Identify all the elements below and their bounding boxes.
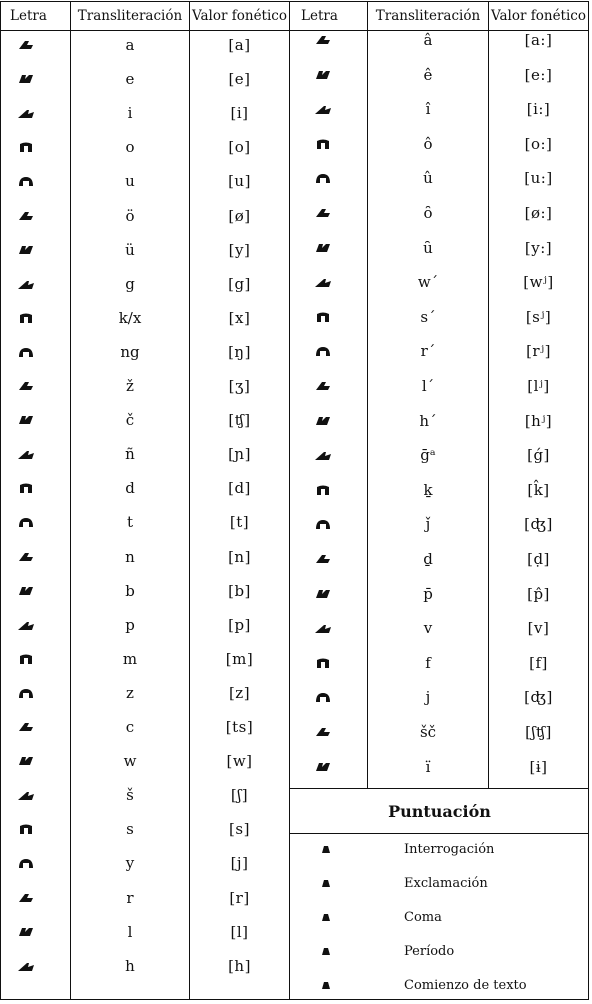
transliteration-cell: g	[125, 274, 135, 293]
script-letter-icon	[16, 447, 36, 461]
phonetic-cell: [o]	[228, 138, 251, 157]
phonetic-cell: [w]	[226, 752, 253, 771]
script-letter-icon	[313, 310, 333, 324]
phonetic-cell: [e:]	[524, 65, 553, 84]
script-letter-icon	[16, 515, 36, 529]
phonetic-cell: [n]	[228, 547, 251, 566]
script-letter-icon	[313, 137, 333, 151]
transliteration-cell: ȗ	[423, 238, 433, 257]
script-letter-icon	[313, 275, 333, 289]
phonetic-cell: [o:]	[524, 134, 553, 153]
phonetic-cell: [e]	[228, 70, 251, 89]
transliteration-cell: o	[125, 138, 135, 157]
transliteration-cell: d	[125, 479, 135, 498]
punctuation-label: Coma	[404, 909, 442, 925]
script-letter-icon	[16, 891, 36, 905]
transliteration-cell: w	[123, 752, 137, 771]
phonetic-cell: [ʤ]	[524, 515, 553, 534]
script-letter-icon	[16, 618, 36, 632]
script-punct-icon	[316, 978, 336, 992]
transliteration-cell: l	[127, 922, 133, 941]
script-letter-icon	[16, 550, 36, 564]
transliteration-cell: f	[425, 653, 431, 672]
script-letter-icon	[313, 690, 333, 704]
script-letter-icon	[16, 754, 36, 768]
transliteration-cell: š	[126, 786, 134, 805]
transliteration-cell: ž	[126, 377, 134, 395]
transliteration-cell: î	[425, 100, 431, 119]
transliteration-cell: e	[125, 70, 135, 89]
script-letter-icon	[16, 140, 36, 154]
script-letter-icon	[313, 656, 333, 670]
transliteration-cell: a	[125, 36, 135, 54]
phonetic-cell: [ʒ]	[228, 377, 251, 395]
script-letter-icon	[313, 102, 333, 116]
phonetic-cell: [ø:]	[524, 204, 553, 222]
phonetic-cell: [x]	[228, 308, 251, 327]
transliteration-cell: p̄	[423, 584, 433, 603]
transliteration-cell: ö	[125, 206, 135, 225]
phonetic-cell: [p̂]	[527, 584, 550, 603]
transliteration-cell: c	[125, 718, 135, 736]
phonetic-cell: [y]	[228, 240, 251, 259]
transliteration-cell: ng	[120, 342, 140, 361]
transliteration-cell: ḡᵃ	[420, 446, 436, 465]
transliteration-cell: k/x	[118, 308, 142, 327]
transliteration-cell: ü	[125, 240, 135, 259]
transliteration-cell: h	[125, 956, 135, 975]
script-letter-icon	[16, 788, 36, 802]
script-letter-icon	[16, 345, 36, 359]
transliteration-cell: b	[125, 581, 135, 600]
phonetic-cell: [k̂]	[527, 480, 550, 499]
script-letter-icon	[16, 822, 36, 836]
script-letter-icon	[16, 481, 36, 495]
script-letter-icon	[16, 959, 36, 973]
script-letter-icon	[16, 584, 36, 598]
script-punct-icon	[316, 876, 336, 890]
phonetic-cell: [i]	[230, 104, 249, 123]
script-letter-icon	[313, 725, 333, 739]
transliteration-cell: u	[125, 172, 135, 191]
transliteration-cell: y	[125, 854, 135, 873]
script-letter-icon	[313, 587, 333, 601]
center-divider	[289, 1, 290, 1000]
script-punct-icon	[316, 910, 336, 924]
script-letter-icon	[16, 72, 36, 86]
script-letter-icon	[313, 171, 333, 185]
script-punct-icon	[316, 944, 336, 958]
header-letra: Letra	[10, 8, 47, 24]
transliteration-cell: w´	[417, 273, 439, 292]
punctuation-label: Período	[404, 943, 455, 959]
phonetic-cell: [m]	[225, 649, 254, 668]
script-letter-icon	[313, 621, 333, 635]
script-letter-icon	[16, 209, 36, 223]
transliteration-cell: ḏ	[423, 550, 433, 568]
script-letter-icon	[16, 720, 36, 734]
transliteration-cell: ê	[423, 65, 433, 84]
phonetic-cell: [ʧ]	[228, 411, 251, 430]
transliteration-cell: s	[126, 820, 134, 839]
script-letter-icon	[16, 174, 36, 188]
script-letter-icon	[16, 311, 36, 325]
script-letter-icon	[16, 277, 36, 291]
transliteration-cell: â	[423, 31, 433, 49]
transliteration-cell: p	[125, 615, 135, 634]
phonetic-cell: [ø]	[228, 206, 251, 225]
phonetic-cell: [a]	[228, 36, 251, 54]
script-letter-icon	[313, 760, 333, 774]
transliteration-cell: h´	[419, 411, 437, 430]
phonetic-cell: [f]	[529, 653, 548, 672]
phonetic-cell: [s]	[229, 820, 250, 839]
script-letter-icon	[16, 686, 36, 700]
phonetic-cell: [wʲ]	[523, 273, 554, 292]
script-letter-icon	[313, 206, 333, 220]
punctuation-title: Puntuación	[388, 802, 491, 821]
transliteration-cell: ï	[425, 757, 431, 776]
phonetic-cell: [sʲ]	[525, 307, 552, 326]
phonetic-cell: [l]	[230, 922, 249, 941]
transliteration-cell: l´	[421, 377, 435, 395]
script-letter-icon	[313, 379, 333, 393]
phonetic-cell: [ŋ]	[228, 342, 251, 361]
header-valor-fonetico: Valor fonético	[192, 8, 287, 24]
transliteration-cell: č	[125, 411, 135, 430]
transliteration-cell: û	[423, 169, 433, 188]
script-letter-icon	[16, 243, 36, 257]
script-letter-icon	[313, 483, 333, 497]
script-letter-icon	[16, 379, 36, 393]
header-valor-fonetico: Valor fonético	[491, 8, 586, 24]
transliteration-cell: ñ	[125, 445, 135, 464]
phonetic-cell: [ʃ]	[230, 786, 249, 805]
phonetic-cell: [d]	[228, 479, 251, 498]
phonetic-cell: [h]	[228, 956, 251, 975]
phonetic-cell: [ɨ]	[529, 757, 548, 776]
script-letter-icon	[16, 413, 36, 427]
transliteration-cell: j	[425, 688, 431, 707]
phonetic-cell: [rʲ]	[526, 342, 551, 361]
phonetic-cell: [ɲ]	[228, 445, 251, 464]
transliteration-cell: n	[125, 547, 135, 566]
phonetic-cell: [ʤ]	[524, 688, 553, 707]
phonetic-cell: [y:]	[524, 238, 553, 257]
header-transliteracion: Transliteración	[77, 8, 183, 24]
script-letter-icon	[313, 344, 333, 358]
phonetic-cell: [v]	[527, 619, 550, 638]
transliteration-cell: ǰ	[425, 515, 431, 534]
script-letter-icon	[313, 517, 333, 531]
script-letter-icon	[16, 106, 36, 120]
phonetic-cell: [z]	[228, 683, 251, 702]
phonetic-cell: [u:]	[524, 169, 553, 188]
punctuation-label: Exclamación	[404, 875, 488, 891]
header-transliteracion: Transliteración	[375, 8, 481, 24]
transliteration-cell: r´	[420, 342, 436, 361]
script-letter-icon	[313, 241, 333, 255]
transliteration-cell: z	[126, 683, 134, 702]
transliteration-cell: i	[127, 104, 133, 123]
phonetic-cell: [ts]	[225, 718, 254, 736]
transliteration-cell: s´	[420, 307, 436, 326]
transliteration-cell: ḵ	[423, 480, 433, 499]
phonetic-cell: [r]	[229, 888, 250, 907]
phonetic-cell: [j]	[230, 854, 249, 873]
transliteration-cell: t	[126, 513, 134, 532]
phonetic-cell: [ǵ]	[527, 446, 550, 465]
script-letter-icon	[313, 33, 333, 47]
phonetic-cell: [t]	[229, 513, 250, 532]
phonetic-cell: [ḍ]	[527, 550, 550, 568]
phonetic-cell: [i:]	[526, 100, 551, 119]
script-letter-icon	[313, 68, 333, 82]
transliteration-cell: ȏ	[423, 204, 433, 222]
phonetic-cell: [hʲ]	[524, 411, 553, 430]
script-letter-icon	[313, 414, 333, 428]
punctuation-divider	[289, 788, 589, 789]
phonetic-cell: [p]	[228, 615, 251, 634]
phonetic-cell: [g]	[228, 274, 251, 293]
script-letter-icon	[313, 552, 333, 566]
script-punct-icon	[316, 842, 336, 856]
punctuation-title-divider	[289, 833, 589, 834]
transliteration-cell: r	[126, 888, 134, 907]
header-letra: Letra	[301, 8, 338, 24]
script-letter-icon	[16, 856, 36, 870]
phonetic-cell: [ʃʧ]	[525, 723, 552, 741]
phonetic-cell: [lʲ]	[527, 377, 550, 395]
phonetic-cell: [u]	[228, 172, 251, 191]
script-letter-icon	[16, 925, 36, 939]
transliteration-cell: m	[122, 649, 138, 668]
transliteration-cell: ô	[423, 134, 433, 153]
script-letter-icon	[313, 448, 333, 462]
phonetic-cell: [a:]	[524, 31, 553, 49]
punctuation-label: Interrogación	[404, 841, 495, 857]
punctuation-label: Comienzo de texto	[404, 977, 527, 993]
script-letter-icon	[16, 38, 36, 52]
phonetic-cell: [b]	[228, 581, 251, 600]
transliteration-cell: v	[423, 619, 433, 638]
transliteration-cell: šč	[419, 723, 437, 741]
script-letter-icon	[16, 652, 36, 666]
